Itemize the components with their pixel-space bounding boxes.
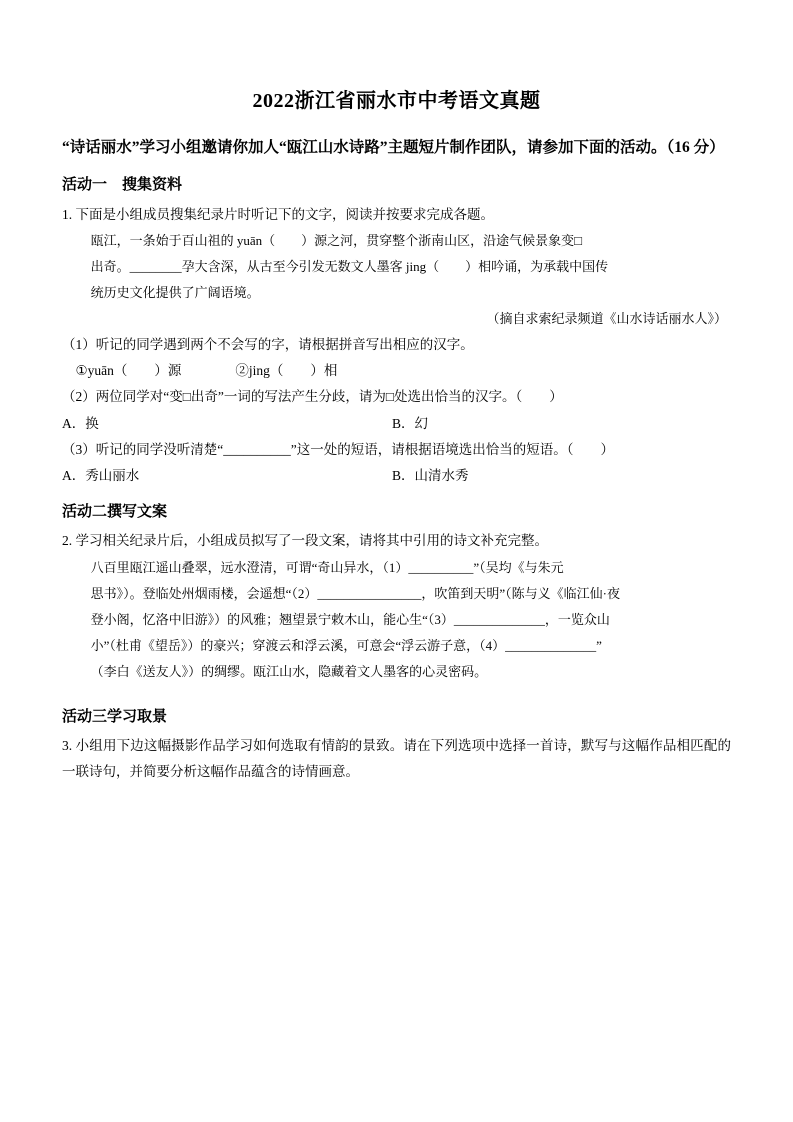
sub-question-1-2-options: [62, 411, 731, 437]
passage-line-3: 统历史文化提供了广阔语境。: [90, 284, 260, 300]
answer-body-line-4: 小”（杜甫《望岳》）的豪兴；穿渡云和浮云溪，可意会“浮云游子意，（4）______________”: [90, 637, 602, 653]
section-heading-2: 活动二撰写文案: [62, 503, 168, 520]
page-title: 2022浙江省丽水市中考语文真题: [252, 90, 541, 112]
passage-source: （摘自求索纪录频道《山水诗话丽水人》）: [486, 310, 727, 326]
option-a-1-3[interactable]: A．秀山丽水: [62, 468, 140, 484]
spacer: [62, 685, 731, 695]
option-b-1-3[interactable]: B．山清水秀: [392, 468, 469, 484]
sub-question-1-2: （2）两位同学对“变□出奇”一词的写法产生分歧，请为□处选出恰当的汉字。（ ）: [62, 389, 563, 405]
question-3: 3. 小组用下边这幅摄影作品学习如何选取有情韵的景致。请在下列选项中选择一首诗，默写与这幅作品相匹配的一联诗句，并简要分析这幅作品蕴含的诗情画意。: [62, 738, 731, 780]
answer-body-line-5: （李白《送友人》）的绸缪。瓯江山水，隐藏着文人墨客的心灵密码。: [90, 663, 488, 679]
answer-body-line-2: 思书》）。登临处州烟雨楼，会遥想“（2）________________，吹笛到天明”（陈与义《临江仙·夜: [90, 585, 620, 601]
passage-line-1: 瓯江，一条始于百山祖的 yuān（ ）源之河，贯穿整个浙南山区，沿途气候景象变□: [90, 232, 582, 248]
section-heading-3: 活动三学习取景: [62, 708, 168, 725]
option-b-1-2[interactable]: B．幻: [392, 415, 429, 431]
sub-question-1-3: （3）听记的同学没听清楚“__________”这一处的短语，请根据语境选出恰当的短语。（ ）: [62, 442, 614, 458]
answer-body-line-1: 八百里瓯江遥山叠翠，远水澄清，可谓“奇山异水，（1）__________”（吴均《与朱元: [90, 559, 564, 575]
lead-paragraph: “诗话丽水”学习小组邀请你加人“瓯江山水诗路”主题短片制作团队，请参加下面的活动。（16 分）: [62, 139, 725, 156]
question-2: 2. 学习相关纪录片后，小组成员拟写了一段文案，请将其中引用的诗文补充完整。: [62, 533, 548, 549]
passage-line-2: 出奇。________孕大含深，从古至今引发无数文人墨客 jing（ ）相吟诵，为承载中国传: [90, 258, 609, 274]
question-1: 1. 下面是小组成员搜集纪录片时听记下的文字，阅读并按要求完成各题。: [62, 206, 494, 222]
section-heading-1: 活动一 搜集资料: [62, 177, 183, 193]
sub-question-1-1: （1）听记的同学遇到两个不会写的字，请根据拼音写出相应的汉字。: [62, 336, 474, 352]
answer-body-line-3: 登小阁，忆洛中旧游》）的风雅；翘望景宁敕木山，能心生“（3）______________，一览众山: [90, 611, 610, 627]
option-a-1-2[interactable]: A．换: [62, 415, 99, 431]
sub-question-1-3-options: [62, 463, 731, 489]
sub-question-1-1-items: ①yuān（ ）源 ②jing（ ）相: [75, 363, 338, 379]
